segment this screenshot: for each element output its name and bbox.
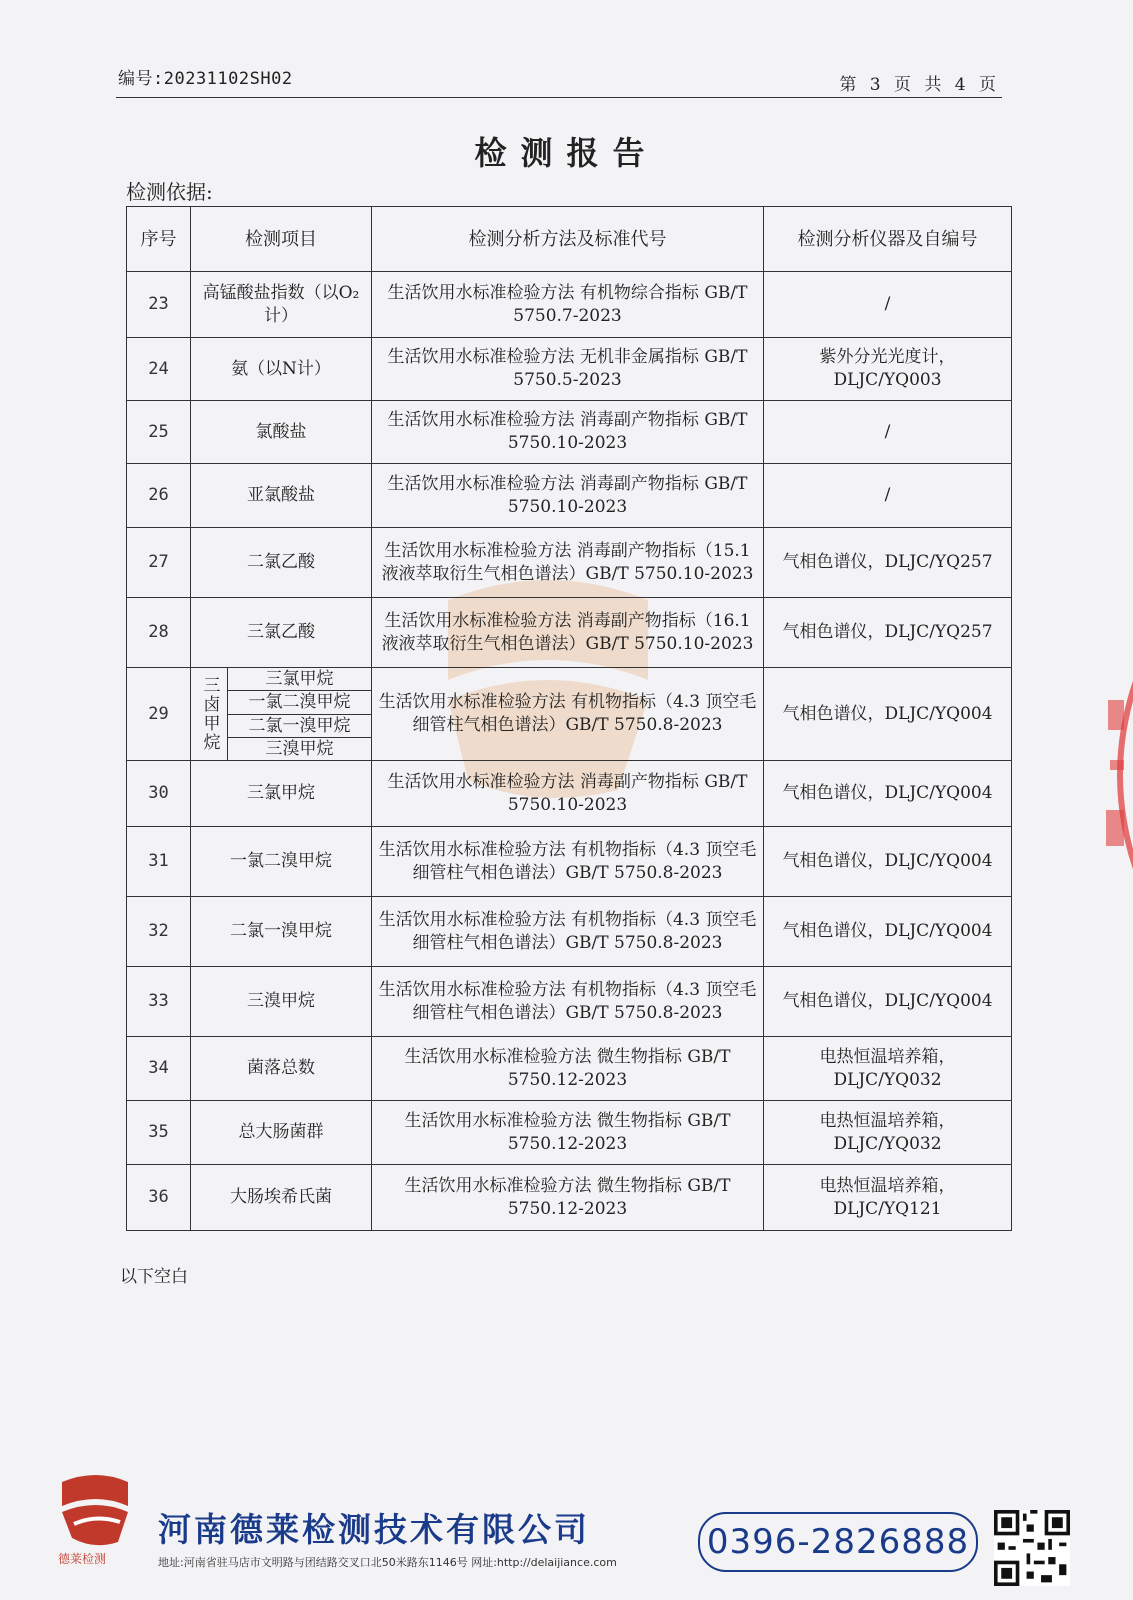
row-seq: 32 (127, 897, 191, 967)
table-row (127, 1037, 1012, 1101)
row-item: 总大肠菌群 (191, 1101, 372, 1165)
row-method: 生活饮用水标准检验方法 消毒副产物指标 GB/T 5750.10-2023 (372, 401, 764, 464)
company-name: 河南德莱检测技术有限公司 (158, 1510, 590, 1549)
row-item: 一氯二溴甲烷 (191, 827, 372, 897)
row-seq: 29 (127, 668, 191, 761)
row-method: 生活饮用水标准检验方法 微生物指标 GB/T 5750.12-2023 (372, 1101, 764, 1165)
row-item: 三溴甲烷 (191, 967, 372, 1037)
table-row (127, 827, 1012, 897)
row-instrument: 紫外分光光度计，DLJC/YQ003 (764, 338, 1012, 401)
header-item: 检测项目 (191, 207, 372, 272)
row-seq: 35 (127, 1101, 191, 1165)
sub-item: 三氯甲烷 (228, 668, 371, 691)
row-method: 生活饮用水标准检验方法 微生物指标 GB/T 5750.12-2023 (372, 1165, 764, 1231)
row-method: 生活饮用水标准检验方法 消毒副产物指标 GB/T 5750.10-2023 (372, 464, 764, 528)
row-seq: 27 (127, 528, 191, 598)
row-item: 二氯乙酸 (191, 528, 372, 598)
basis-label: 检测依据: (126, 180, 213, 204)
table-row (127, 464, 1012, 528)
basis-table (126, 206, 1012, 1231)
red-seal-icon (1080, 660, 1133, 890)
row-method: 生活饮用水标准检验方法 有机物综合指标 GB/T 5750.7-2023 (372, 272, 764, 338)
row-item: 氯酸盐 (191, 401, 372, 464)
row-method: 生活饮用水标准检验方法 有机物指标（4.3 顶空毛细管柱气相色谱法）GB/T 5750.8-2023 (372, 967, 764, 1037)
row-instrument: 电热恒温培养箱，DLJC/YQ121 (764, 1165, 1012, 1231)
sub-item: 二氯一溴甲烷 (228, 715, 371, 738)
row-seq: 33 (127, 967, 191, 1037)
row-seq: 26 (127, 464, 191, 528)
row-seq: 25 (127, 401, 191, 464)
row-instrument: 气相色谱仪，DLJC/YQ004 (764, 668, 1012, 761)
row-item: 菌落总数 (191, 1037, 372, 1101)
table-row (127, 668, 1012, 761)
table-row (127, 528, 1012, 598)
row-item: 亚氯酸盐 (191, 464, 372, 528)
page-indicator: 第 3 页 共 4 页 (839, 75, 1000, 95)
row-instrument: 气相色谱仪，DLJC/YQ004 (764, 967, 1012, 1037)
company-address: 地址:河南省驻马店市文明路与团结路交叉口北50米路东1146号 网址:http://delaijiance.com (158, 1556, 617, 1569)
row-instrument: 电热恒温培养箱，DLJC/YQ032 (764, 1101, 1012, 1165)
row-item: 三氯乙酸 (191, 598, 372, 668)
row-method: 生活饮用水标准检验方法 有机物指标（4.3 顶空毛细管柱气相色谱法）GB/T 5750.8-2023 (372, 897, 764, 967)
table-header-row (127, 207, 1012, 272)
table-row (127, 967, 1012, 1037)
row-seq: 23 (127, 272, 191, 338)
row-instrument: 气相色谱仪，DLJC/YQ004 (764, 827, 1012, 897)
table-row (127, 401, 1012, 464)
row-instrument: 气相色谱仪，DLJC/YQ257 (764, 528, 1012, 598)
row-instrument: 电热恒温培养箱，DLJC/YQ032 (764, 1037, 1012, 1101)
row-item: 氨（以N计） (191, 338, 372, 401)
logo-caption: 德莱检测 (58, 1552, 107, 1566)
row-method: 生活饮用水标准检验方法 消毒副产物指标（16.1 液液萃取衍生气相色谱法）GB/T 5750.10-2023 (372, 598, 764, 668)
row-seq: 30 (127, 761, 191, 827)
report-title: 检测报告 (474, 134, 659, 172)
row-item: 二氯一溴甲烷 (191, 897, 372, 967)
item-group-label: 三卤甲烷 (191, 668, 228, 760)
row-seq: 34 (127, 1037, 191, 1101)
row-instrument: / (764, 401, 1012, 464)
table-row (127, 897, 1012, 967)
row-instrument: / (764, 272, 1012, 338)
row-method: 生活饮用水标准检验方法 有机物指标（4.3 顶空毛细管柱气相色谱法）GB/T 5750.8-2023 (372, 668, 764, 761)
row-method: 生活饮用水标准检验方法 微生物指标 GB/T 5750.12-2023 (372, 1037, 764, 1101)
row-method: 生活饮用水标准检验方法 有机物指标（4.3 顶空毛细管柱气相色谱法）GB/T 5750.8-2023 (372, 827, 764, 897)
table-row (127, 338, 1012, 401)
row-instrument: 气相色谱仪，DLJC/YQ004 (764, 897, 1012, 967)
row-method: 生活饮用水标准检验方法 消毒副产物指标（15.1 液液萃取衍生气相色谱法）GB/T 5750.10-2023 (372, 528, 764, 598)
row-instrument: 气相色谱仪，DLJC/YQ257 (764, 598, 1012, 668)
table-row (127, 598, 1012, 668)
row-method: 生活饮用水标准检验方法 无机非金属指标 GB/T 5750.5-2023 (372, 338, 764, 401)
header-seq: 序号 (127, 207, 191, 272)
sub-item: 一氯二溴甲烷 (228, 691, 371, 714)
row-instrument: / (764, 464, 1012, 528)
table-row (127, 272, 1012, 338)
end-note: 以下空白 (120, 1267, 188, 1287)
header-method: 检测分析方法及标准代号 (372, 207, 764, 272)
company-logo-icon (56, 1466, 134, 1548)
row-instrument: 气相色谱仪，DLJC/YQ004 (764, 761, 1012, 827)
table-row (127, 761, 1012, 827)
row-seq: 28 (127, 598, 191, 668)
phone-number: 0396-2826888 (698, 1512, 978, 1572)
table-body (127, 272, 1012, 1231)
row-item: 高锰酸盐指数（以O₂计） (191, 272, 372, 338)
qr-code-icon (994, 1510, 1070, 1586)
document-number: 编号:20231102SH02 (118, 69, 293, 89)
row-seq: 36 (127, 1165, 191, 1231)
row-item: 三氯甲烷 (191, 761, 372, 827)
header-divider (116, 97, 1002, 98)
row-method: 生活饮用水标准检验方法 消毒副产物指标 GB/T 5750.10-2023 (372, 761, 764, 827)
header-instrument: 检测分析仪器及自编号 (764, 207, 1012, 272)
row-item-group (191, 668, 372, 761)
row-seq: 24 (127, 338, 191, 401)
table-row (127, 1101, 1012, 1165)
row-item: 大肠埃希氏菌 (191, 1165, 372, 1231)
row-seq: 31 (127, 827, 191, 897)
sub-item: 三溴甲烷 (265, 738, 334, 759)
table-row (127, 1165, 1012, 1231)
